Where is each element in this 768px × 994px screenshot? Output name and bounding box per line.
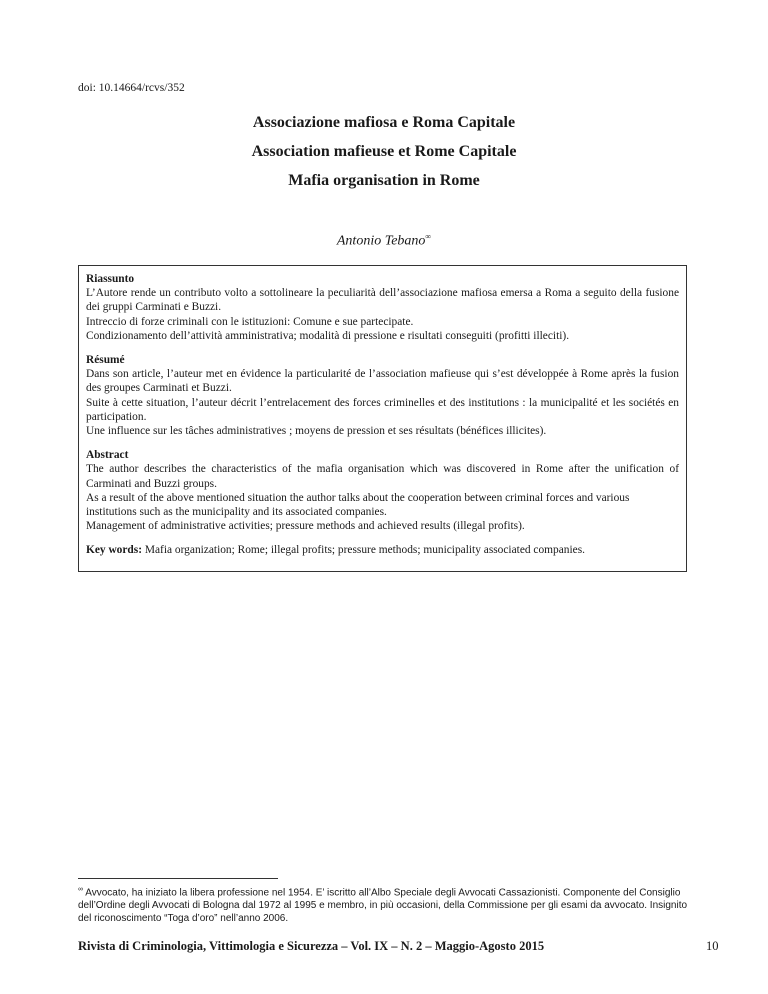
footnote-text: Avvocato, ha iniziato la libera professione nel 1954. E’ iscritto all’Albo Speciale degli Avvocati Cassazionisti. Componente del Consiglio dell’Ordine degli Avvocati di Bologna dal 1972 al 1995 e membro, in più occasioni, della Commissione per gli esami da avvocato. Insignito del riconoscimento “Toga d’oro” nell’anno 2006. <box>78 887 688 925</box>
abstract-line: Management of administrative activities; pressure methods and achieved results (illegal profits). <box>86 520 525 533</box>
footnote-divider <box>78 878 278 879</box>
riassunto-line: Intreccio di forze criminali con le istituzioni: Comune e sue partecipate. <box>86 315 414 328</box>
title-french: Association mafieuse et Rome Capitale <box>251 143 517 160</box>
riassunto-line: L’Autore rende un contributo volto a sottolineare la peculiarità dell’associazione mafiosa emersa a Roma a seguito della fusione dei gruppi Carminati e Buzzi. <box>86 287 679 314</box>
resume-line: Une influence sur les tâches administratives ; moyens de pression et ses résultats (bénéfices illicites). <box>86 425 547 438</box>
author <box>0 232 768 250</box>
author-name: Antonio Tebano <box>336 233 426 249</box>
resume-line: Dans son article, l’auteur met en évidence la particularité de l’association mafieuse qui s’est développée à Rome après la fusion des groupes Carminati et Buzzi. <box>86 368 679 395</box>
resume-block <box>86 353 679 438</box>
abstract-heading: Abstract <box>86 449 129 462</box>
abstract-block <box>86 448 679 533</box>
title-italian: Associazione mafiosa e Roma Capitale <box>252 114 516 131</box>
riassunto-line: Condizionamento dell’attività amministrativa; modalità di pressione e risultati conseguiti (profitti illeciti). <box>86 329 570 342</box>
resume-heading: Résumé <box>86 354 125 367</box>
footnote <box>78 883 691 925</box>
abstract-line: The author describes the characteristics of the mafia organisation which was discovered in Rome after the unification of Carminati and Buzzi groups. <box>86 463 679 490</box>
journal-footer: Rivista di Criminologia, Vittimologia e Sicurezza – Vol. IX – N. 2 – Maggio-Agosto 2015 <box>78 939 545 953</box>
resume-line: Suite à cette situation, l’auteur décrit l’entrelacement des forces criminelles et des institutions : la municipalité et les sociétés en participation. <box>86 396 679 423</box>
footnote-mark: ∞ <box>78 886 83 893</box>
title-block <box>0 108 768 195</box>
keywords-label: Key words: <box>86 544 142 557</box>
title-english: Mafia organisation in Rome <box>288 172 480 189</box>
keywords <box>86 543 679 557</box>
page-number: 10 <box>706 939 719 953</box>
doi: doi: 10.14664/rcvs/352 <box>78 82 185 94</box>
riassunto-block <box>86 272 679 343</box>
riassunto-heading: Riassunto <box>86 273 135 285</box>
author-footnote-mark[interactable]: ∞ <box>425 232 432 241</box>
abstract-box <box>78 265 687 572</box>
abstract-line: As a result of the above mentioned situation the author talks about the cooperation between criminal forces and various institutions such as the municipality and its associated companies. <box>86 491 630 519</box>
keywords-text: Mafia organization; Rome; illegal profits; pressure methods; municipality associated companies. <box>144 544 585 557</box>
